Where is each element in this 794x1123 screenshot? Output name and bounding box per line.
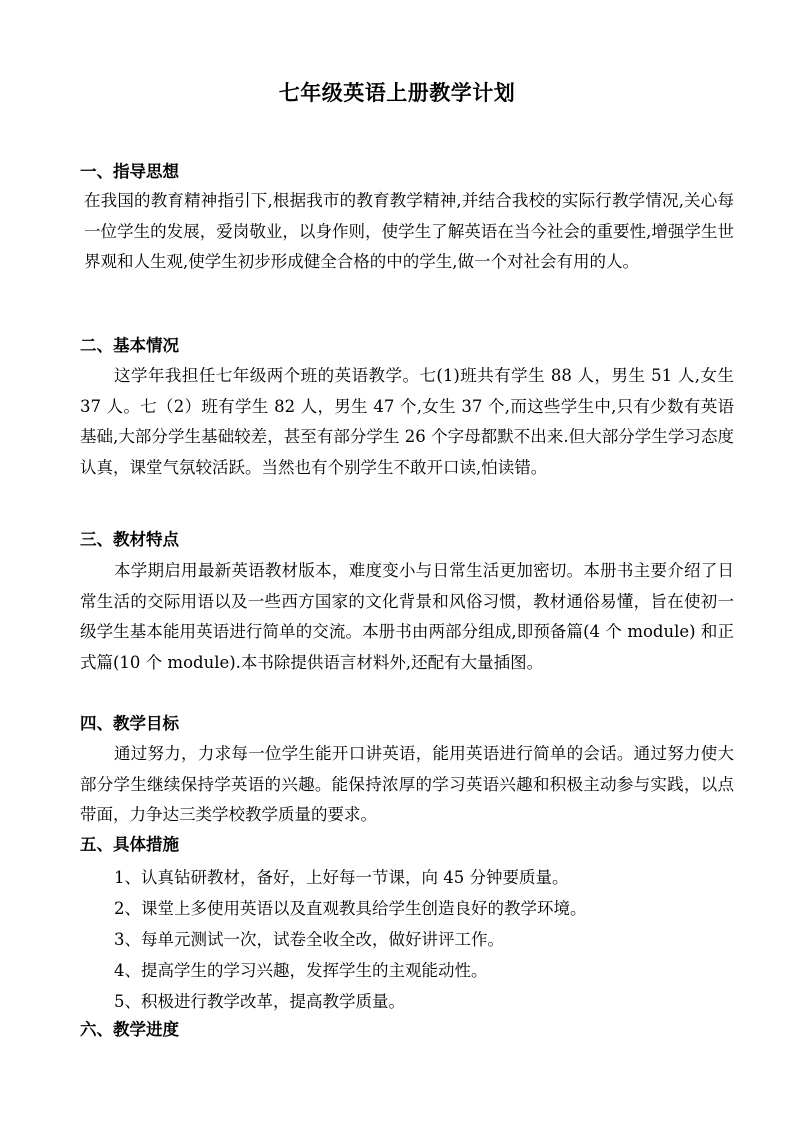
list-item: 5、积极进行教学改革，提高教学质量。: [114, 992, 405, 1011]
section-body-basic: [80, 361, 734, 483]
list-item: 3、每单元测试一次，试卷全收全改，做好讲评工作。: [114, 930, 504, 949]
textbook-paragraph: 本学期启用最新英语教材版本，难度变小与日常生活更加密切。本册书主要介绍了日常生活的交际用语以及一些西方国家的文化背景和风俗习惯，教材通俗易懂，旨在使初一级学生基本能用英语进行简单的交流。本册书由两部分组成,即预备篇(4 个 module) 和正式篇(10 个 module).本书除提供语言材料外,还配有大量插图。: [80, 561, 734, 672]
guide-paragraph: 在我国的教育精神指引下,根据我市的教育教学精神,并结合我校的实际行教学情况,关心每一位学生的发展，爱岗敬业，以身作则，使学生了解英语在当今社会的重要性,增强学生世界观和人生观,使学生初步形成健全合格的中的学生,做一个对社会有用的人。: [84, 191, 734, 271]
list-item: 2、课堂上多使用英语以及直观教具给学生创造良好的教学环境。: [114, 899, 587, 918]
section-heading-goals: 四、教学目标: [80, 714, 179, 733]
page-title: 七年级英语上册教学计划: [278, 80, 516, 105]
list-item: 4、提高学生的学习兴趣，发挥学生的主观能动性。: [114, 961, 488, 980]
basic-paragraph: 这学年我担任七年级两个班的英语教学。七(1)班共有学生 88 人，男生 51 人,女生 37 人。七（2）班有学生 82 人，男生 47 个,女生 37 个,而这些学生中,只有少数有英语基础,大部分学生基础较差，甚至有部分学生 26 个字母都默不出来.但大部分学生学习态度认真，课堂气氛较活跃。当然也有个别学生不敢开口读,怕读错。: [80, 366, 734, 477]
list-item: 1、认真钻研教材，备好，上好每一节课，向 45 分钟要质量。: [114, 868, 569, 887]
section-body-goals: [80, 739, 734, 831]
section-heading-guide: 一、指导思想: [80, 162, 179, 181]
section-body-guide: [84, 186, 734, 278]
section-heading-measures: 五、具体措施: [80, 835, 179, 854]
section-body-textbook: [80, 556, 734, 678]
section-heading-basic: 二、基本情况: [80, 336, 179, 355]
section-heading-schedule: 六、教学进度: [80, 1020, 179, 1039]
goals-paragraph: 通过努力，力求每一位学生能开口讲英语，能用英语进行简单的会话。通过努力使大部分学生继续保持学英语的兴趣。能保持浓厚的学习英语兴趣和积极主动参与实践，以点带面，力争达三类学校教学质量的要求。: [80, 744, 734, 824]
section-heading-textbook: 三、教材特点: [80, 530, 179, 549]
measures-list: [80, 862, 734, 1017]
